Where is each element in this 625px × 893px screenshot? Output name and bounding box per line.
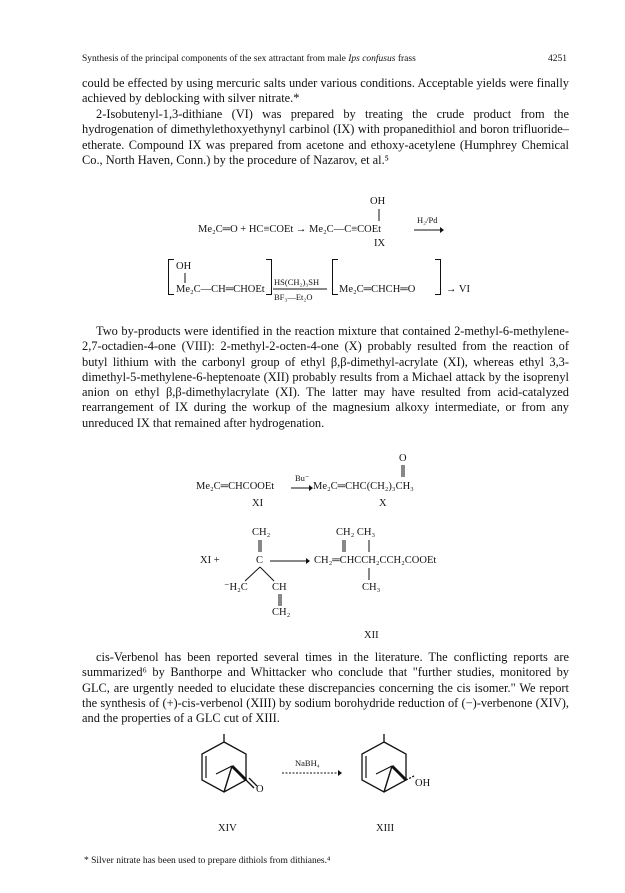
scheme1-bond: [378, 209, 380, 221]
scheme2-arrow-2: [270, 558, 310, 564]
label-xiv: XIV: [218, 823, 237, 834]
bracket-open-2: [332, 259, 338, 295]
bracket-open-1: [168, 259, 174, 295]
verbenol-structure: [356, 736, 431, 816]
scheme1-intermediate: Me₂C—CH═CHOEt: [176, 284, 265, 295]
header-title: Synthesis of the principal components of the sex attractant from male Ips confusus frass: [82, 54, 416, 64]
scheme2-bond-b: [342, 540, 346, 552]
label-x: X: [379, 498, 387, 509]
scheme2-o: O: [399, 453, 407, 464]
scheme3-o: O: [256, 784, 264, 795]
scheme1-oh-left: OH: [176, 261, 192, 272]
footnote: * Silver nitrate has been used to prepare dithiols from dithianes.⁴: [84, 856, 331, 866]
scheme1-reagent2-bottom: BF₃—Et₂O: [274, 292, 313, 302]
scheme3-reagent: NaBH₄: [295, 758, 320, 768]
scheme1-oh: OH: [370, 196, 386, 207]
label-xiii: XIII: [376, 823, 395, 834]
scheme2-bonds-v: [240, 567, 280, 583]
scheme2-xi-plus: XI +: [200, 555, 220, 566]
scheme2-ch2-bottom: CH₂: [272, 607, 291, 618]
scheme3-oh: OH: [415, 778, 431, 789]
scheme2-ch: CH: [272, 582, 287, 593]
scheme1-aldehyde: Me₂C═CHCH═O: [339, 284, 416, 295]
page-number: 4251: [548, 54, 567, 64]
scheme2-arrow: [291, 485, 313, 491]
bracket-close-2: [435, 259, 441, 295]
scheme2-reagent: Bu⁻: [295, 473, 310, 483]
scheme2-h2c: ⁻H₂C: [224, 582, 248, 593]
paragraph-4: cis-Verbenol has been reported several times in the literature. The conflicting reports are summarized⁶ by Banthorpe and Whittacker who conclude that "further studies, monitored by GLC, are urgently needed to elucidate these discrepancies concerning the cis isomer." We report the synthesis of (+)-cis-verbenol (XIII) by sodium borohydride reduction of (−)-verbenone (XIV), and the properties of a GLC cut of XIII.: [82, 650, 569, 726]
verbenone-structure: [196, 736, 268, 816]
scheme1-reagent2-top: HS(CH₂)₃SH: [274, 277, 320, 287]
scheme1-product: → VI: [446, 284, 471, 295]
paragraph-1: could be effected by using mercuric salts under various conditions. Acceptable yields were finally achieved by deblocking with silver nitrate.*: [82, 76, 569, 106]
scheme2-bond-a: [258, 540, 262, 552]
scheme2-x: Me₂C═CHC(CH₂)₃CH₃: [313, 481, 414, 492]
scheme2-double-bond: [401, 465, 405, 477]
scheme1-reagent: H₂/Pd: [417, 215, 438, 225]
scheme3-arrow: [282, 770, 342, 776]
scheme2-ch2-top: CH₂: [252, 527, 271, 538]
scheme1-equation: Me₂C═O + HC≡COEt → Me₂C—C≡COEt: [198, 224, 382, 235]
paragraph-3: Two by-products were identified in the reaction mixture that contained 2-methyl-6-methylene-2,7-octadien-4-one (VIII): 2-methyl-2-octen-4-one (X) probably resulted from the reaction of butyl lithium with the carbonyl group of ethyl β,β-dimethyl-acrylate (XI), whereas ethyl 3,3-dimethyl-5-methylene-6-heptenoate (XII) probably results from a Michael attack by the isoprenyl anion on ethyl β,β-dimethylacrylate (XI). The latter may have resulted from acid-catalyzed rearrangement of IX during the workup of the magnesium alkoxy intermediate, or from any unreduced IX that remained after hydrogenation.: [82, 324, 569, 430]
scheme1-arrow: [414, 227, 444, 233]
label-xi: XI: [252, 498, 264, 509]
scheme2-chain: CH₂═CHCCH₂CCH₂COOEt: [314, 555, 437, 566]
scheme2-bond-e: [278, 594, 282, 606]
scheme1-bond-2: [184, 273, 186, 283]
running-header: [82, 54, 567, 64]
scheme2-xi: Me₂C═CHCOOEt: [196, 481, 275, 492]
label-ix: IX: [374, 238, 386, 249]
scheme2-bond-d: [368, 568, 370, 580]
scheme2-ch2-ch3: CH₂ CH₃: [336, 527, 376, 538]
scheme1-arrow-2: [273, 288, 327, 290]
label-xii: XII: [364, 630, 379, 641]
bracket-close-1: [266, 259, 272, 295]
paragraph-2: 2-Isobutenyl-1,3-dithiane (VI) was prepared by treating the crude product from the hydrogenation of dimethylethoxyethynyl carbinol (IX) with propanedithiol and boron trifluoride–etherate. Compound IX was prepared from acetone and ethoxy-acetylene (Humphrey Chemical Co., North Haven, Conn.) by the procedure of Nazarov, et al.⁵: [82, 107, 569, 167]
scheme2-bond-c: [368, 540, 370, 552]
scheme2-ch3: CH₃: [362, 582, 381, 593]
scheme2-c: C: [256, 555, 264, 566]
